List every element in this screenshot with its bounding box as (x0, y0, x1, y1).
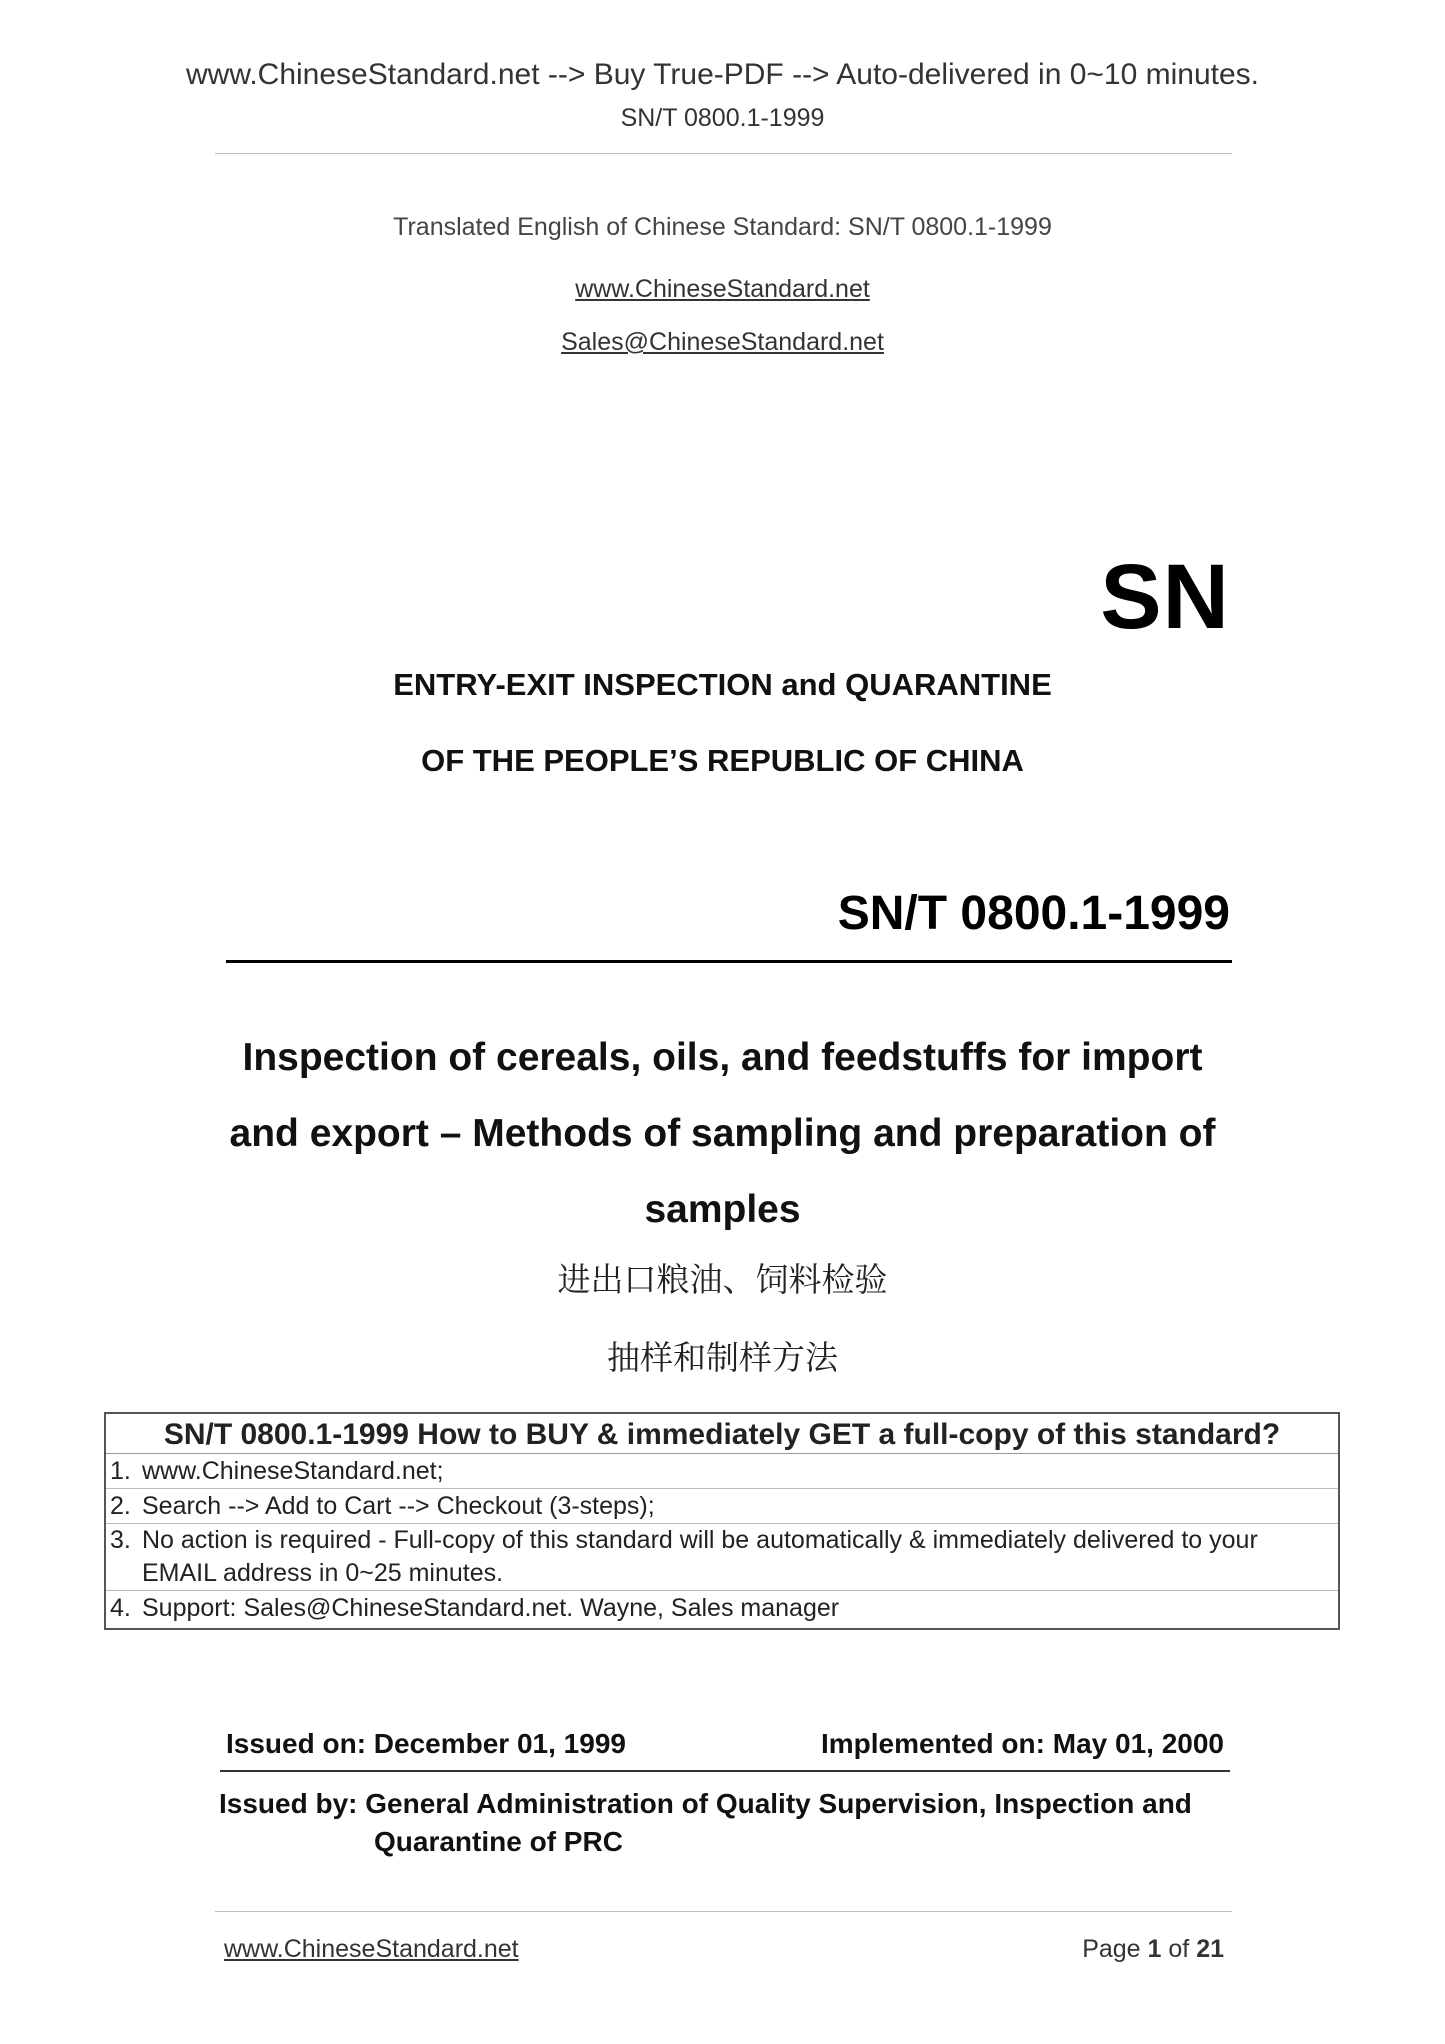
header-standard-code: SN/T 0800.1-1999 (620, 104, 825, 132)
agency-line-1: ENTRY-EXIT INSPECTION and QUARANTINE (393, 667, 1052, 702)
header-banner: www.ChineseStandard.net --> Buy True-PDF --> Auto-delivered in 0~10 minutes. (185, 58, 1260, 91)
title-line-3: samples (644, 1188, 801, 1231)
standard-code-rule (226, 960, 1232, 963)
step-number: 4. (110, 1594, 131, 1622)
step-text: Support: Sales@ChineseStandard.net. Wayne, Sales manager (142, 1594, 840, 1622)
implemented-on-date: Implemented on: May 01, 2000 (820, 1728, 1224, 1759)
purchase-step (106, 1591, 1338, 1625)
issued-on-date: Issued on: December 01, 1999 (226, 1728, 626, 1759)
issue-divider (220, 1770, 1230, 1772)
page-number (1082, 1935, 1224, 1964)
chinese-title-line-1: 进出口粮油、饲料检验 (557, 1260, 888, 1299)
purchase-box-title: SN/T 0800.1-1999 How to BUY & immediately GET a full-copy of this standard? (106, 1417, 1338, 1454)
page-middle: of (1161, 1935, 1197, 1963)
chinese-title-line-2: 抽样和制样方法 (607, 1338, 838, 1377)
page-prefix: Page (1082, 1935, 1148, 1963)
issued-by-line-1: Issued by: General Administration of Quality Supervision, Inspection and (219, 1788, 1192, 1819)
website-link[interactable]: www.ChineseStandard.net (575, 275, 870, 303)
agency-line-2: OF THE PEOPLE’S REPUBLIC OF CHINA (421, 743, 1024, 778)
header-divider (215, 153, 1232, 154)
page-current: 1 (1147, 1935, 1162, 1963)
title-line-2: and export – Methods of sampling and preparation of (229, 1112, 1216, 1155)
step-text[interactable]: www.ChineseStandard.net; (142, 1457, 444, 1485)
footer-divider (215, 1911, 1232, 1912)
issued-by-line-2: Quarantine of PRC (374, 1826, 623, 1857)
title-line-1: Inspection of cereals, oils, and feedstuffs for import (242, 1036, 1203, 1079)
standard-code: SN/T 0800.1-1999 (837, 887, 1230, 940)
purchase-step (106, 1489, 1338, 1524)
footer-website-link[interactable]: www.ChineseStandard.net (224, 1935, 519, 1963)
sn-mark: SN (1100, 546, 1230, 648)
purchase-steps-list (106, 1454, 1338, 1625)
email-link[interactable]: Sales@ChineseStandard.net (561, 328, 884, 356)
purchase-info-box (104, 1412, 1340, 1630)
page-total: 21 (1196, 1935, 1224, 1963)
step-number: 1. (110, 1457, 131, 1485)
step-number: 3. (110, 1526, 131, 1554)
website-link-row (0, 275, 1445, 304)
step-text: Search --> Add to Cart --> Checkout (3-steps); (142, 1492, 655, 1520)
step-number: 2. (110, 1492, 131, 1520)
translation-notice: Translated English of Chinese Standard: SN/T 0800.1-1999 (393, 213, 1052, 241)
purchase-step (106, 1454, 1338, 1489)
purchase-step (106, 1524, 1338, 1591)
step-text: No action is required - Full-copy of this standard will be automatically & immediately delivered to your EMAIL address in 0~25 minutes. (142, 1526, 1258, 1587)
issued-by (219, 1785, 1239, 1861)
document-title (200, 1020, 1245, 1248)
email-link-row (0, 328, 1445, 357)
